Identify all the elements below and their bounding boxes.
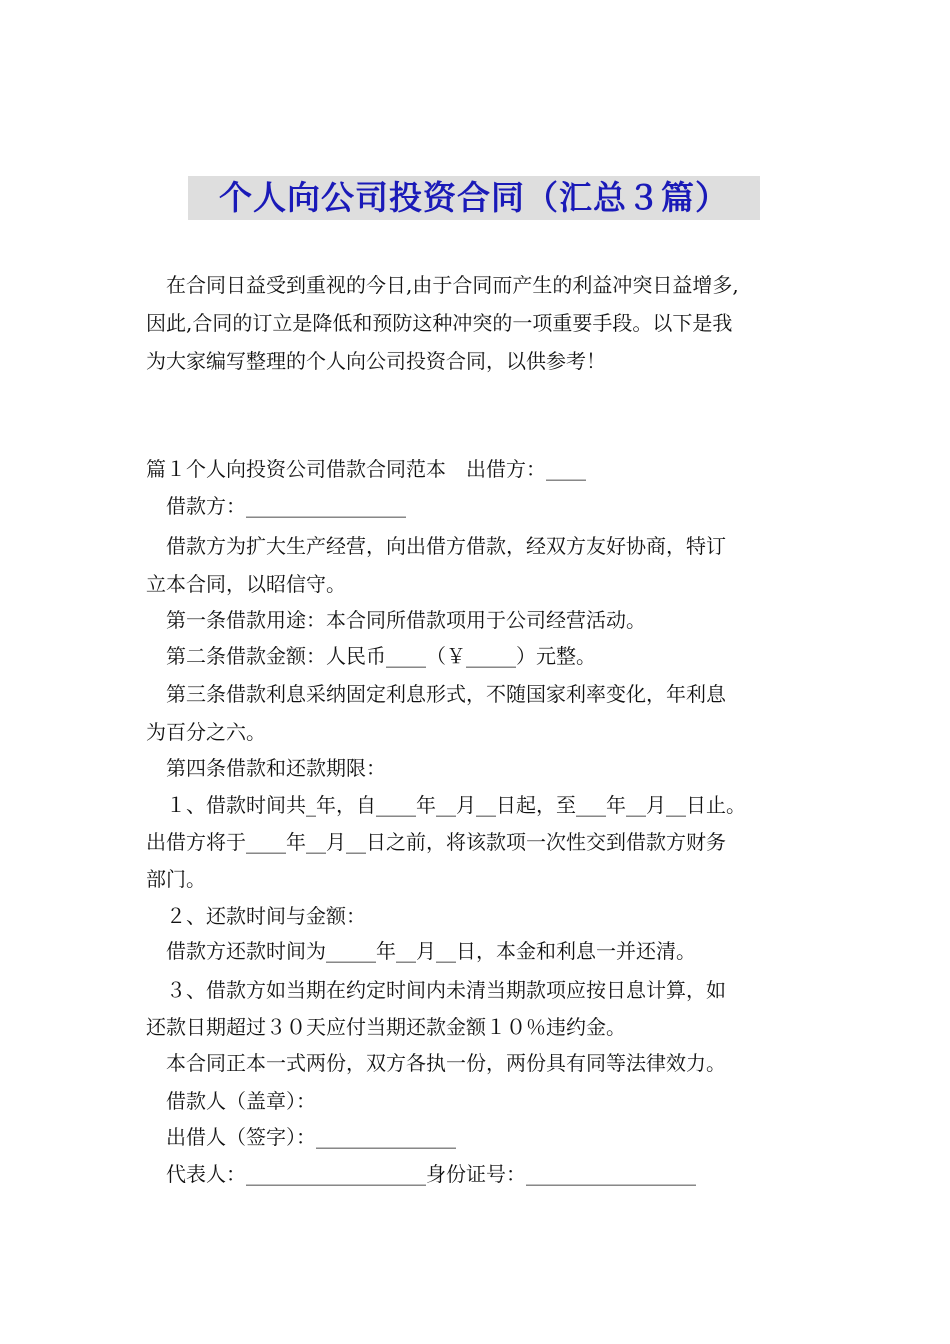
purpose-line-2: 立本合同，以昭信守。: [146, 572, 346, 596]
article-4: 第四条借款和还款期限：: [166, 756, 386, 780]
intro-line-3: 为大家编写整理的个人向公司投资合同，以供参考！: [146, 349, 606, 373]
article-1: 第一条借款用途：本合同所借款项用于公司经营活动。: [166, 608, 646, 632]
intro-line-1: 在合同日益受到重视的今日,由于合同而产生的利益冲突日益增多,: [166, 273, 739, 297]
item-2: ２、还款时间与金额：: [166, 904, 366, 928]
item-3-line-2: 还款日期超过３０天应付当期还款金额１０％违约金。: [146, 1015, 626, 1039]
lender-sign: 出借人（签字）：______________: [166, 1125, 456, 1149]
representative-line: 代表人：__________________身份证号：_________________: [166, 1162, 696, 1186]
borrower-seal: 借款人（盖章）：: [166, 1089, 316, 1113]
copies-line: 本合同正本一式两份，双方各执一份，两份具有同等法律效力。: [166, 1051, 726, 1075]
article-2: 第二条借款金额：人民币____（￥_____）元整。: [166, 644, 596, 668]
intro-line-2: 因此,合同的订立是降低和预防这种冲突的一项重要手段。以下是我: [146, 311, 733, 335]
article-3-line-2: 为百分之六。: [146, 720, 266, 744]
section1-heading: 篇１个人向投资公司借款合同范本 出借方：____: [146, 457, 586, 481]
purpose-line-1: 借款方为扩大生产经营，向出借方借款，经双方友好协商，特订: [166, 534, 726, 558]
document-title: 个人向公司投资合同（汇总３篇）: [219, 178, 729, 217]
borrower-line: 借款方：________________: [166, 494, 406, 518]
item-1-line-2: 出借方将于____年__月__日之前，将该款项一次性交到借款方财务: [146, 830, 726, 854]
item-1-line-1: １、借款时间共_年，自____年__月__日起，至___年__月__日止。: [166, 793, 746, 817]
article-3-line-1: 第三条借款利息采纳固定利息形式，不随国家利率变化，年利息: [166, 682, 726, 706]
repay-line: 借款方还款时间为_____年__月__日，本金和利息一并还清。: [166, 939, 696, 963]
item-1-line-3: 部门。: [146, 867, 206, 891]
item-3-line-1: ３、借款方如当期在约定时间内未清当期款项应按日息计算，如: [166, 978, 726, 1002]
title-highlight: [188, 176, 760, 220]
